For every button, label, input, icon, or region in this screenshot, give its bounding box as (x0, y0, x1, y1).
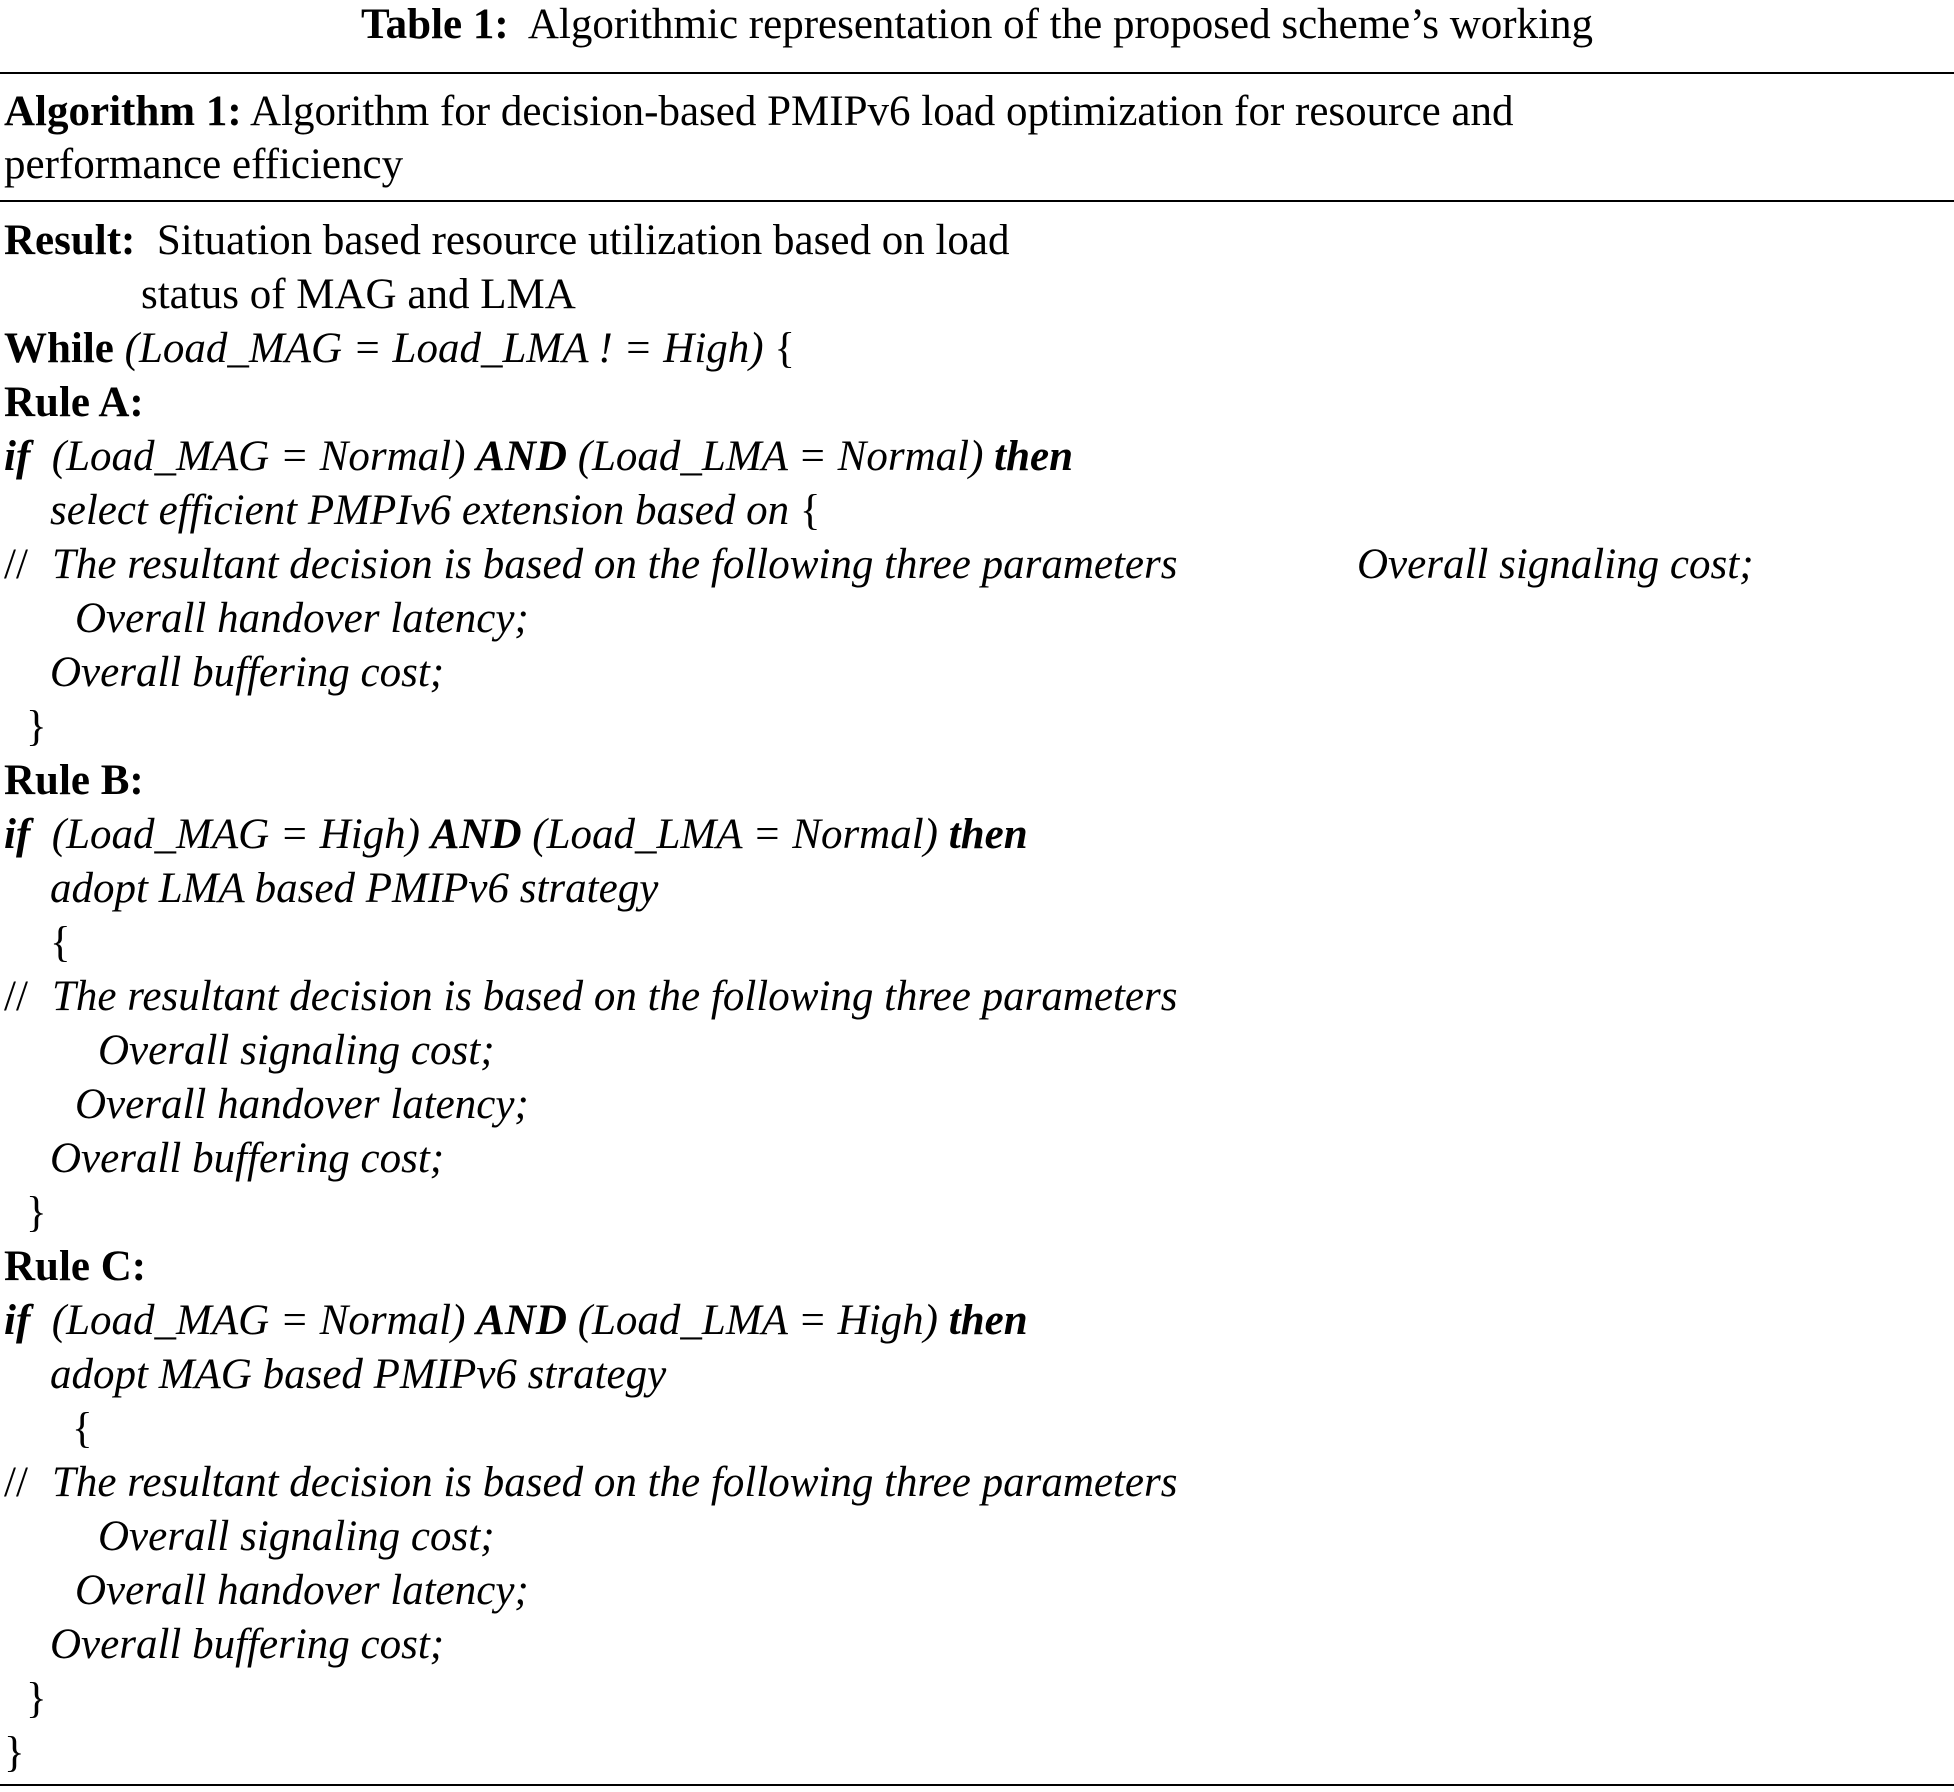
rule-a-action-line (50, 485, 820, 537)
rule-c-open-brace: { (72, 1405, 93, 1452)
rule-a-param-latency: Overall handover latency; (75, 595, 529, 642)
rule-a-comment-marker: // (4, 541, 28, 588)
rule-b-if-line (4, 809, 1028, 861)
rule-b-if: if (4, 811, 31, 858)
rule-b-label: Rule B: (4, 757, 144, 804)
rule-a-close-brace: } (26, 703, 47, 750)
result-text-2: status of MAG and LMA (141, 271, 576, 318)
rule-c-cond2: (Load_LMA = High) (577, 1297, 938, 1344)
rule-b-action: adopt LMA based PMIPv6 strategy (50, 865, 659, 912)
rule-c-comment: The resultant decision is based on the following three parameters (52, 1459, 1178, 1506)
rule-b-param-signaling: Overall signaling cost; (98, 1027, 495, 1074)
rule-a-comment: The resultant decision is based on the following three parameters (52, 541, 1178, 588)
rule-b-and: AND (430, 811, 522, 858)
rule-b-then: then (948, 811, 1028, 858)
while-line (4, 323, 795, 375)
result-line-2 (141, 269, 576, 321)
caption-label: Table 1: (360, 1, 509, 48)
rule-c-and: AND (476, 1297, 567, 1344)
while-open-brace: { (774, 325, 795, 372)
rule-a-and: AND (476, 433, 567, 480)
while-condition: (Load_MAG = Load_LMA ! = High) (124, 325, 764, 372)
rule-a-label: Rule A: (4, 379, 144, 426)
rule-c-param-signaling: Overall signaling cost; (98, 1513, 495, 1560)
header-rule (0, 200, 1954, 202)
rule-a-cond1: (Load_MAG = Normal) (51, 433, 466, 480)
rule-c-comment-marker: // (4, 1459, 28, 1506)
rule-c-action: adopt MAG based PMIPv6 strategy (50, 1351, 667, 1398)
result-label: Result: (4, 217, 136, 264)
while-close-brace: } (4, 1729, 25, 1776)
rule-b-close-brace: } (26, 1189, 47, 1236)
rule-b-param-latency: Overall handover latency; (75, 1081, 529, 1128)
rule-b-open-brace: { (50, 919, 71, 966)
rule-a-param-signaling: Overall signaling cost; (1357, 541, 1754, 588)
rule-b-param-buffering: Overall buffering cost; (50, 1135, 445, 1182)
rule-c-if: if (4, 1297, 31, 1344)
rule-b-cond1: (Load_MAG = High) (51, 811, 420, 858)
rule-a-open-brace: { (799, 487, 821, 534)
rule-c-param-buffering: Overall buffering cost; (50, 1621, 445, 1668)
rule-b-cond2: (Load_LMA = Normal) (532, 811, 939, 858)
rule-a-if: if (4, 433, 31, 480)
table-caption (0, 0, 1954, 50)
algorithm-title-cont (4, 139, 403, 191)
rule-b-comment: The resultant decision is based on the following three parameters (52, 973, 1178, 1020)
algorithm-title (4, 86, 1514, 138)
result-text-1: Situation based resource utilization based on load (156, 217, 1010, 264)
rule-a-param-buffering: Overall buffering cost; (50, 649, 445, 696)
algorithm-title-line1: Algorithm for decision-based PMIPv6 load optimization for resource and (250, 88, 1514, 135)
algorithm-title-line2: performance efficiency (4, 141, 404, 188)
rule-c-param-latency: Overall handover latency; (75, 1567, 529, 1614)
rule-a-action: select efficient PMPIv6 extension based on (50, 487, 790, 534)
rule-c-if-line (4, 1295, 1028, 1347)
rule-c-label: Rule C: (4, 1243, 147, 1290)
while-keyword: While (4, 325, 114, 372)
rule-b-comment-marker: // (4, 973, 28, 1020)
algorithm-label: Algorithm 1: (4, 88, 242, 135)
rule-c-close-brace: } (26, 1675, 47, 1722)
result-line (4, 215, 1009, 267)
rule-c-cond1: (Load_MAG = Normal) (51, 1297, 466, 1344)
rule-a-then: then (994, 433, 1074, 480)
rule-a-cond2: (Load_LMA = Normal) (577, 433, 984, 480)
caption-text: Algorithmic representation of the proposed scheme’s working (527, 1, 1594, 48)
rule-a-if-line (4, 431, 1073, 483)
bottom-rule (0, 1784, 1954, 1786)
rule-c-then: then (948, 1297, 1028, 1344)
top-rule (0, 72, 1954, 74)
